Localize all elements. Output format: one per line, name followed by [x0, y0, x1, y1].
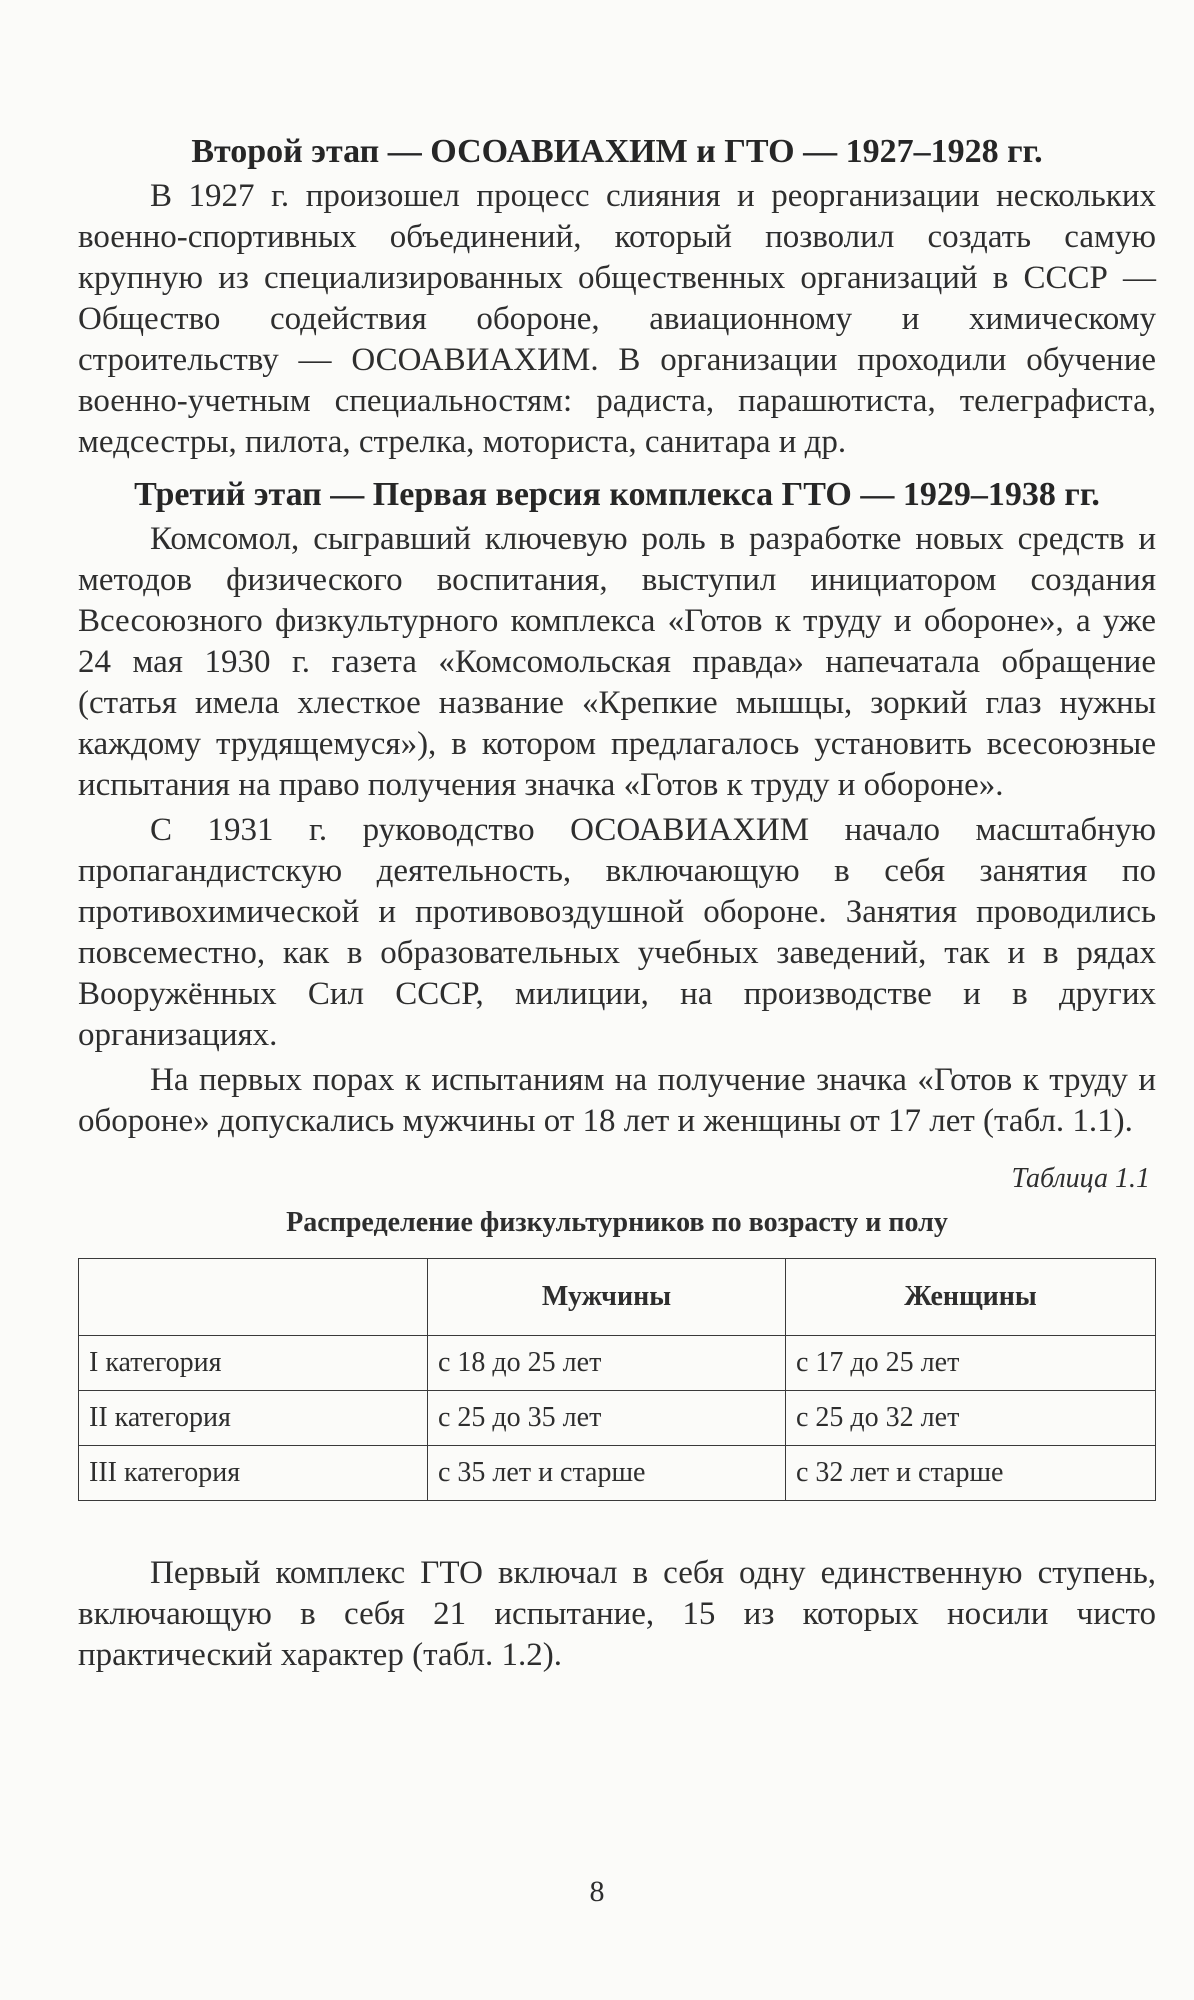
section-heading-stage-2: Второй этап — ОСОАВИАХИМ и ГТО — 1927–1928 гг.	[191, 133, 1043, 170]
table-cell: с 18 до 25 лет	[428, 1336, 786, 1391]
paragraph-first-complex: Первый комплекс ГТО включал в себя одну единственную ступень, включающую в себя 21 испытание, 15 из которых носили чисто практический характер (табл. 1.2).	[78, 1555, 1156, 1673]
document-page	[78, 130, 1156, 1676]
table-label: Таблица 1.1	[1011, 1163, 1150, 1194]
paragraph-1931: С 1931 г. руководство ОСОАВИАХИМ начало масштабную пропагандистскую деятельность, включающую в себя занятия по противохимической и противовоздушной обороне. Занятия проводились повсеместно, как в образовательных учебных заведений, так и в рядах Вооружённых Сил СССР, милиции, на производстве и в других организациях.	[78, 812, 1156, 1053]
table-cell: с 32 лет и старше	[786, 1446, 1156, 1501]
page-number: 8	[589, 1875, 605, 1908]
age-gender-table	[78, 1258, 1156, 1501]
table-cell: III категория	[79, 1446, 428, 1501]
table-row	[79, 1391, 1156, 1446]
table-cell: с 25 до 32 лет	[786, 1391, 1156, 1446]
table-cell: с 35 лет и старше	[428, 1446, 786, 1501]
table-row	[79, 1336, 1156, 1391]
section-heading-stage-3: Третий этап — Первая версия комплекса ГТО — 1929–1938 гг.	[134, 476, 1100, 513]
table-cell: II категория	[79, 1391, 428, 1446]
table-title: Распределение физкультурников по возрасту и полу	[286, 1207, 948, 1238]
table-cell: с 17 до 25 лет	[786, 1336, 1156, 1391]
table-cell: с 25 до 35 лет	[428, 1391, 786, 1446]
table-cell: I категория	[79, 1336, 428, 1391]
table-header-cell: Мужчины	[428, 1259, 786, 1336]
table-row	[79, 1446, 1156, 1501]
table-header-row	[79, 1259, 1156, 1336]
paragraph-osoaviakhim: В 1927 г. произошел процесс слияния и реорганизации нескольких военно-спортивных объединений, который позволил создать самую крупную из специализированных общественных организаций в СССР — Общество содействия обороне, авиационному и химическому строительству — ОСОАВИАХИМ. В организации проходили обучение военно-учетным специальностям: радиста, парашютиста, телеграфиста, медсестры, пилота, стрелка, моториста, санитара и др.	[78, 178, 1156, 460]
paragraph-first-tests: На первых порах к испытаниям на получение значка «Готов к труду и обороне» допускались мужчины от 18 лет и женщины от 17 лет (табл. 1.1).	[78, 1062, 1156, 1139]
table-header-cell: Женщины	[786, 1259, 1156, 1336]
table-header-cell	[79, 1259, 428, 1336]
paragraph-komsomol: Комсомол, сыгравший ключевую роль в разработке новых средств и методов физического воспитания, выступил инициатором создания Всесоюзного физкультурного комплекса «Готов к труду и обороне», а уже 24 мая 1930 г. газета «Комсомольская правда» напечатала обращение (статья имела хлесткое название «Крепкие мышцы, зоркий глаз нужны каждому трудящемуся»), в котором предлагалось установить всесоюзные испытания на право получения значка «Готов к труду и обороне».	[78, 521, 1156, 803]
